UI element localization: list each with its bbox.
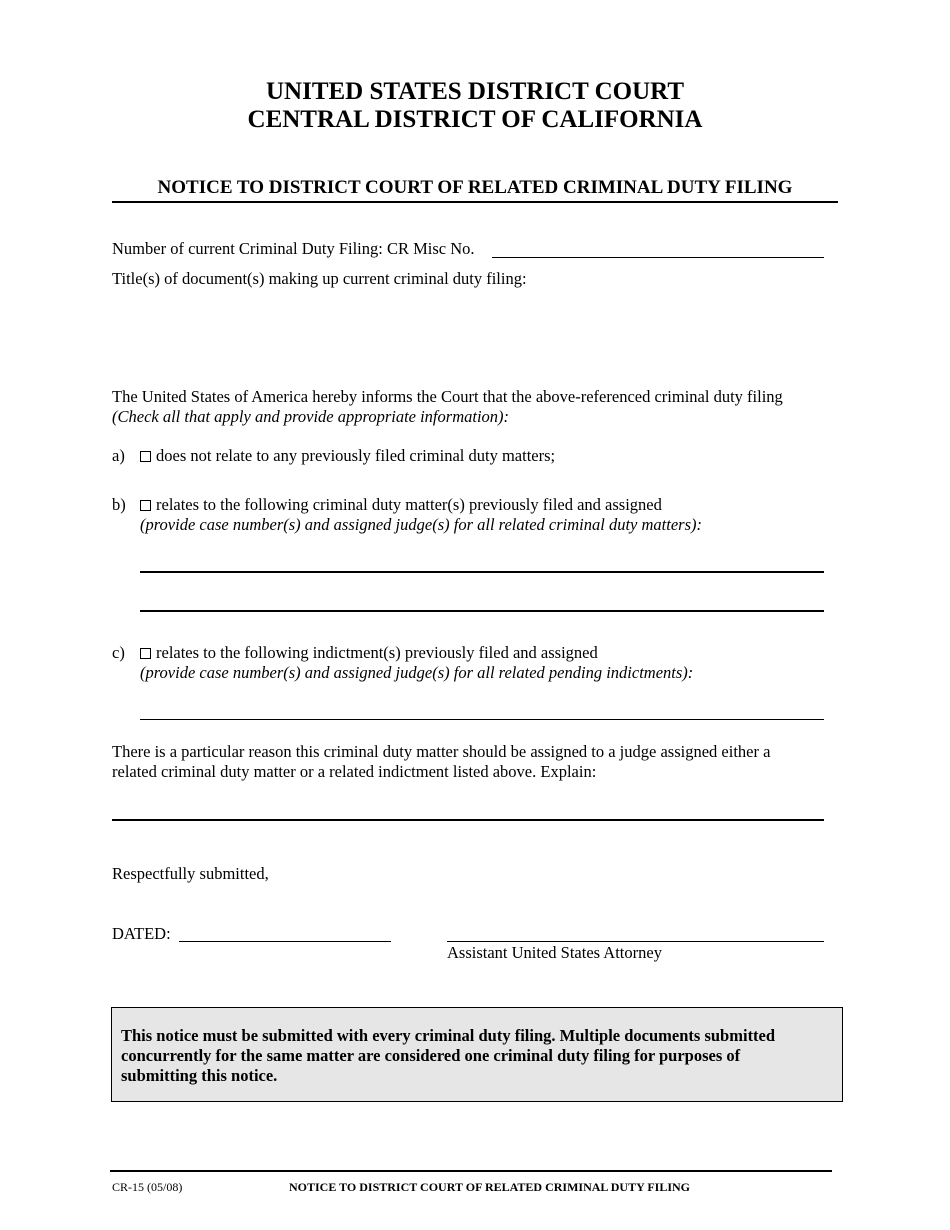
option-c-label: relates to the following indictment(s) previously filed and assigned (156, 643, 598, 662)
closing-text: Respectfully submitted, (112, 864, 269, 883)
notice-box (111, 1007, 843, 1102)
option-b-marker: b) (112, 495, 126, 514)
court-name: UNITED STATES DISTRICT COURT (266, 78, 684, 105)
document-titles-label: Title(s) of document(s) making up current criminal duty filing: (112, 269, 527, 288)
reason-statement: There is a particular reason this criminal duty matter should be assigned to a judge assigned either a (112, 742, 771, 761)
option-b-entry-line-2[interactable] (140, 610, 824, 612)
notice-line-3: submitting this notice. (121, 1066, 278, 1085)
form-number: CR-15 (05/08) (112, 1180, 183, 1194)
intro-statement: The United States of America hereby informs the Court that the above-referenced criminal duty filing (112, 387, 783, 406)
signature-line[interactable] (447, 941, 824, 942)
option-c-entry-line[interactable] (140, 719, 824, 720)
dated-label: DATED: (112, 924, 171, 943)
footer-title: NOTICE TO DISTRICT COURT OF RELATED CRIMINAL DUTY FILING (289, 1180, 690, 1194)
option-b-checkbox[interactable] (140, 500, 151, 511)
reason-explain-prompt: related criminal duty matter or a related indictment listed above. Explain: (112, 762, 597, 781)
court-district: CENTRAL DISTRICT OF CALIFORNIA (247, 106, 703, 133)
reason-entry-line[interactable] (112, 819, 824, 821)
option-c-instruction: (provide case number(s) and assigned judge(s) for all related pending indictments): (140, 663, 694, 682)
dated-field[interactable] (179, 941, 391, 942)
footer-divider (110, 1170, 832, 1172)
option-a-marker: a) (112, 446, 125, 465)
option-a (140, 446, 555, 466)
option-c-checkbox[interactable] (140, 648, 151, 659)
title-divider (112, 201, 838, 203)
notice-title: NOTICE TO DISTRICT COURT OF RELATED CRIMINAL DUTY FILING (157, 177, 793, 198)
option-a-label: does not relate to any previously filed criminal duty matters; (156, 446, 556, 465)
document-titles-field[interactable] (112, 292, 824, 372)
option-b (140, 495, 662, 515)
option-b-entry-line-1[interactable] (140, 571, 824, 573)
cr-misc-number-underline (492, 257, 824, 258)
notice-line-1: This notice must be submitted with every criminal duty filing. Multiple documents submitted (121, 1026, 776, 1045)
option-b-instruction: (provide case number(s) and assigned judge(s) for all related criminal duty matters): (140, 515, 702, 534)
cr-misc-label: Number of current Criminal Duty Filing: CR Misc No. (112, 239, 475, 258)
intro-instruction: (Check all that apply and provide appropriate information): (112, 407, 510, 426)
option-c-marker: c) (112, 643, 125, 662)
notice-line-2: concurrently for the same matter are considered one criminal duty filing for purposes of (121, 1046, 741, 1065)
option-b-label: relates to the following criminal duty matter(s) previously filed and assigned (156, 495, 662, 514)
option-c (140, 643, 598, 663)
option-a-checkbox[interactable] (140, 451, 151, 462)
signer-title: Assistant United States Attorney (447, 943, 662, 962)
